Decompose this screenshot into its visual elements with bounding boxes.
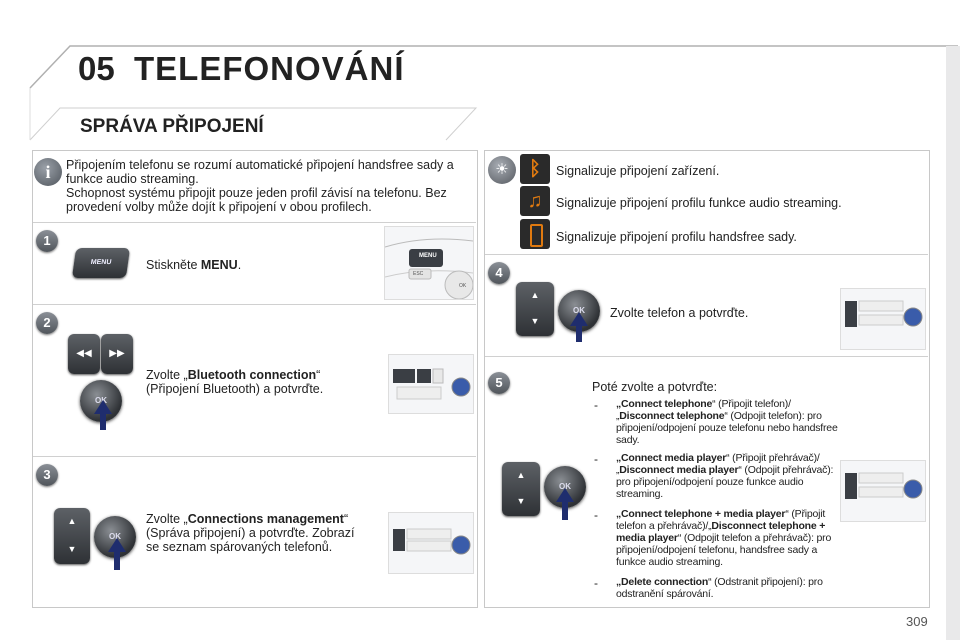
thumb-esc-label: ESC — [413, 271, 424, 277]
separator — [33, 222, 476, 223]
dashboard-seek-illustration — [389, 355, 473, 413]
light-icon: ☀ — [488, 156, 516, 184]
option-text-2: “ (Odpojit přehrávač): pro připojení/odpojení pouze funkce audio streaming. — [616, 464, 834, 500]
step-3-badge: 3 — [36, 464, 58, 486]
step-2-text — [146, 368, 366, 396]
step-5-intro: Poté zvolte a potvrďte: — [592, 380, 718, 394]
option-bold-2: Disconnect media player — [619, 464, 739, 476]
step-1-text-post: . — [237, 258, 242, 272]
info-line-2: Schopnost systému připojit pouze jeden profil závisí na telefonu. Bez provedení volby může dojít k připojení v obou profilech. — [66, 186, 447, 214]
arrow-up-icon — [94, 400, 112, 414]
dashboard-thumb-select — [840, 288, 926, 350]
step-1-text-pre: Stiskněte — [146, 258, 201, 272]
dashboard-select-illustration — [389, 513, 473, 573]
option-delete-connection — [616, 576, 838, 600]
thumb-ok-label: OK — [459, 283, 467, 289]
option-bold-2: Disconnect telephone — [619, 410, 725, 422]
option-text-1: “ (Připojit telefon a přehrávač)/„ — [616, 508, 826, 532]
bluetooth-icon: ᛒ — [520, 154, 550, 184]
step-4-badge: 4 — [488, 262, 510, 284]
item-dash: - — [594, 398, 598, 412]
chapter-number: 05 — [78, 50, 115, 87]
option-bold-1: „Connect telephone — [616, 398, 713, 410]
step-1-text-bold: MENU — [200, 258, 238, 272]
step-3-text-post: “ (Správa připojení) a potvrďte. Zobrazí se seznam spárovaných telefonů. — [146, 512, 355, 554]
option-text-1: “ (Připojit telefon)/ „ — [616, 398, 791, 422]
up-down-button[interactable]: ▲ ▼ — [502, 462, 540, 516]
arrow-stem — [100, 414, 106, 430]
option-bold-1: „Connect telephone + media player — [616, 508, 786, 520]
step-3-text — [146, 512, 370, 554]
step-1-text — [146, 258, 366, 272]
dashboard-thumb-seek — [388, 354, 474, 414]
dashboard-select-illustration — [841, 461, 925, 521]
option-connect-telephone-media — [616, 508, 838, 568]
right-margin-bar — [946, 46, 960, 640]
mobile-phone-icon — [520, 219, 550, 249]
step-2-badge: 2 — [36, 312, 58, 334]
arrow-stem — [114, 552, 120, 570]
arrow-stem — [562, 502, 568, 520]
up-down-button[interactable]: ▲ ▼ — [54, 508, 90, 564]
signal-audio-text: Signalizuje připojení profilu funkce audio streaming. — [556, 196, 842, 210]
dashboard-thumb-menu — [384, 226, 474, 300]
thumb-menu-label: MENU — [419, 253, 437, 259]
info-line-1: Připojením telefonu se rozumí automatické připojení handsfree sady a funkce audio streaming. — [66, 158, 454, 186]
step-5-badge: 5 — [488, 372, 510, 394]
chapter-title: TELEFONOVÁNÍ — [134, 50, 405, 87]
step-1-badge: 1 — [36, 230, 58, 252]
item-dash: - — [594, 508, 598, 522]
arrow-stem — [576, 326, 582, 342]
separator — [485, 254, 928, 255]
section-title: SPRÁVA PŘIPOJENÍ — [80, 116, 264, 137]
option-text-1: “ (Odstranit připojení): pro odstranění spárování. — [616, 576, 823, 600]
dashboard-thumb-select — [388, 512, 474, 574]
signal-bluetooth-text: Signalizuje připojení zařízení. — [556, 164, 720, 178]
option-bold-1: „Connect media player — [616, 452, 727, 464]
item-dash: - — [594, 576, 598, 590]
step-2-text-post: “ (Připojení Bluetooth) a potvrďte. — [146, 368, 324, 396]
dashboard-thumb-select — [840, 460, 926, 522]
option-text-1: “ (Připojit přehrávač)/„ — [616, 452, 820, 476]
ok-knob[interactable]: OK — [94, 516, 136, 558]
arrow-up-icon — [108, 538, 126, 552]
rewind-button[interactable]: ◀◀ — [68, 334, 100, 374]
ok-knob[interactable]: OK — [544, 466, 586, 508]
ok-knob[interactable]: OK — [558, 290, 600, 332]
option-bold-1: „Delete connection — [616, 576, 709, 588]
step-4-text: Zvolte telefon a potvrďte. — [610, 306, 749, 320]
page-number: 309 — [906, 614, 928, 629]
ok-knob[interactable]: OK — [80, 380, 122, 422]
step-3-text-bold: Connections management — [187, 512, 344, 526]
option-text-2: “ (Odpojit telefon): pro připojení/odpojení pouze telefonu nebo handsfree sady. — [616, 410, 838, 446]
step-2-text-pre: Zvolte „ — [146, 368, 188, 382]
info-icon: i — [34, 158, 62, 186]
option-connect-telephone — [616, 398, 838, 446]
option-text-2: “ (Odpojit telefon a přehrávač): pro připojení/odpojení telefonu, handsfree sady a funkce audio streaming. — [616, 532, 832, 568]
arrow-up-icon — [556, 488, 574, 502]
step-3-text-pre: Zvolte „ — [146, 512, 188, 526]
separator — [485, 356, 928, 357]
dashboard-select-illustration — [841, 289, 925, 349]
arrow-up-icon — [570, 312, 588, 326]
forward-button[interactable]: ▶▶ — [101, 334, 133, 374]
separator — [33, 304, 476, 305]
option-bold-2: Disconnect telephone + media player — [616, 520, 826, 544]
step-2-text-bold: Bluetooth connection — [187, 368, 317, 382]
menu-button[interactable]: MENU — [72, 248, 130, 278]
separator — [33, 456, 476, 457]
music-note-icon: ♫ — [520, 186, 550, 216]
signal-handsfree-text: Signalizuje připojení profilu handsfree sady. — [556, 230, 797, 244]
option-connect-media-player — [616, 452, 838, 500]
item-dash: - — [594, 452, 598, 466]
up-down-button[interactable]: ▲ ▼ — [516, 282, 554, 336]
